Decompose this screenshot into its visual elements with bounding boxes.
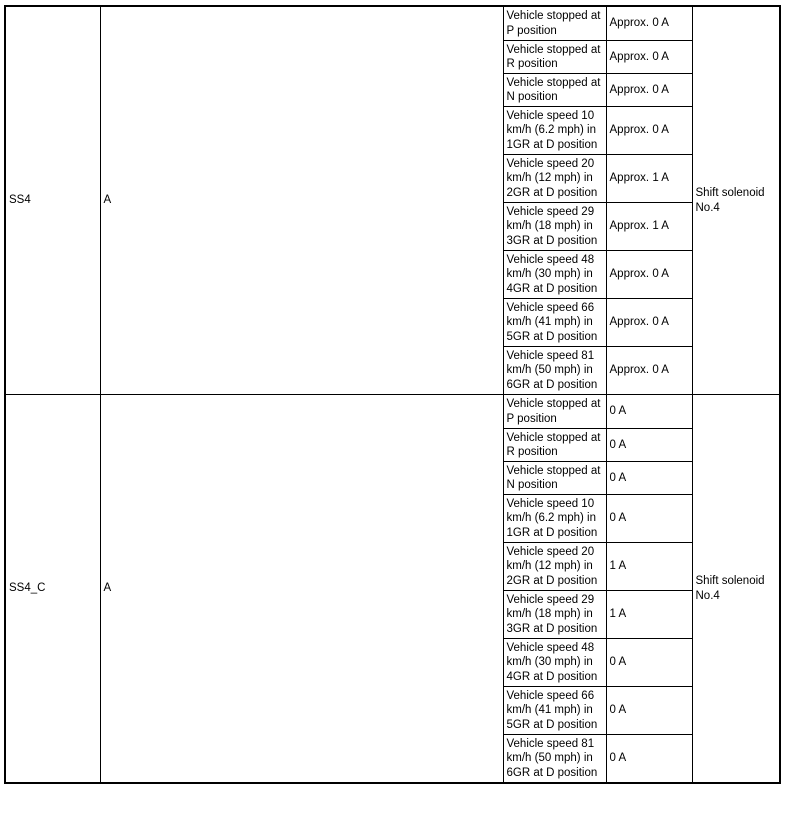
value-cell: 0 A xyxy=(606,687,692,735)
data-list-table xyxy=(4,5,781,784)
condition-cell: Vehicle stopped at P position xyxy=(503,395,606,429)
value-cell: Approx. 0 A xyxy=(606,6,692,41)
condition-cell: Vehicle stopped at P position xyxy=(503,6,606,41)
condition-cell: Vehicle speed 48 km/h (30 mph) in 4GR at D position xyxy=(503,639,606,687)
value-cell: 0 A xyxy=(606,639,692,687)
condition-cell: Vehicle speed 66 km/h (41 mph) in 5GR at D position xyxy=(503,687,606,735)
value-cell: 0 A xyxy=(606,735,692,784)
condition-cell: Vehicle speed 29 km/h (18 mph) in 3GR at D position xyxy=(503,591,606,639)
condition-cell: Vehicle stopped at N position xyxy=(503,74,606,107)
value-cell: Approx. 1 A xyxy=(606,155,692,203)
diagnostic-note-cell: Shift solenoid No.4 xyxy=(692,6,780,395)
condition-cell: Vehicle stopped at R position xyxy=(503,41,606,74)
condition-cell: Vehicle stopped at R position xyxy=(503,429,606,462)
value-cell: 0 A xyxy=(606,495,692,543)
diagnostic-note-cell: Shift solenoid No.4 xyxy=(692,395,780,784)
value-cell: 0 A xyxy=(606,429,692,462)
condition-cell: Vehicle speed 81 km/h (50 mph) in 6GR at D position xyxy=(503,347,606,395)
unit-cell: A xyxy=(100,395,503,784)
value-cell: Approx. 0 A xyxy=(606,107,692,155)
value-cell: 1 A xyxy=(606,543,692,591)
condition-cell: Vehicle speed 10 km/h (6.2 mph) in 1GR at D position xyxy=(503,107,606,155)
item-name-cell: SS4 xyxy=(5,6,100,395)
condition-cell: Vehicle speed 20 km/h (12 mph) in 2GR at D position xyxy=(503,543,606,591)
condition-cell: Vehicle stopped at N position xyxy=(503,462,606,495)
value-cell: Approx. 0 A xyxy=(606,41,692,74)
value-cell: 0 A xyxy=(606,462,692,495)
condition-cell: Vehicle speed 29 km/h (18 mph) in 3GR at D position xyxy=(503,203,606,251)
value-cell: Approx. 0 A xyxy=(606,251,692,299)
condition-cell: Vehicle speed 10 km/h (6.2 mph) in 1GR at D position xyxy=(503,495,606,543)
value-cell: Approx. 1 A xyxy=(606,203,692,251)
value-cell: 1 A xyxy=(606,591,692,639)
value-cell: 0 A xyxy=(606,395,692,429)
value-cell: Approx. 0 A xyxy=(606,299,692,347)
value-cell: Approx. 0 A xyxy=(606,74,692,107)
item-name-cell: SS4_C xyxy=(5,395,100,784)
condition-cell: Vehicle speed 81 km/h (50 mph) in 6GR at D position xyxy=(503,735,606,784)
table-row xyxy=(5,395,780,429)
condition-cell: Vehicle speed 20 km/h (12 mph) in 2GR at D position xyxy=(503,155,606,203)
unit-cell: A xyxy=(100,6,503,395)
condition-cell: Vehicle speed 48 km/h (30 mph) in 4GR at D position xyxy=(503,251,606,299)
value-cell: Approx. 0 A xyxy=(606,347,692,395)
condition-cell: Vehicle speed 66 km/h (41 mph) in 5GR at D position xyxy=(503,299,606,347)
table-row xyxy=(5,6,780,41)
